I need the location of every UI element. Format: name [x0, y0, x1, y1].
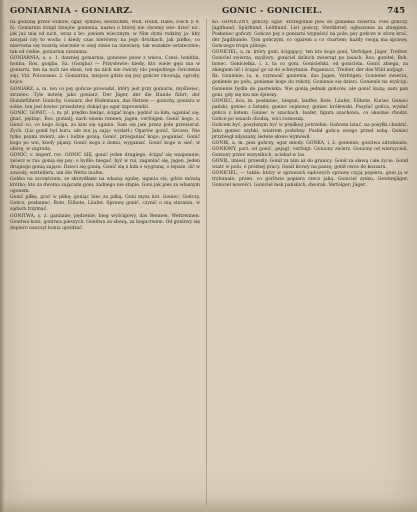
left-paragraph: GONIARZ, a, m. ten co psy gończe prowadzi, który jest przy goniarni, myśliwiec, strzelec. Tyle mówię jako goniarz, Der Jäger, der die Hunde führt; der Hundeführer. Gonichy, Goniarz, der Rüdemann, das Hetzen — gonichy, goniarz w sobie, ten jest łowiec prawdziwy, dokąd go ogar zaprowadzi.: [10, 86, 200, 110]
right-paragraph: Gońcem być, posyłanym być w prędkiej potrzebie. Gońcem latać, na posyłki chodzić. Jako goniec szybki, wiatrom podobny. Posłał gońca swego przed sobą. Goniec przybiegł zdyszany, ledwie słowo wymówił.: [212, 122, 408, 140]
page-bottom-shadow: [0, 498, 417, 512]
left-paragraph: GONIĆ, v. imperf. rec. GONIĆ SIĘ, gonić jeden drugiego, ścigać się wzajemnie; zwierz w rui: gonią się psy; o bydle: biegać, być w rui, zaganiać się, jagen. Jeden drugiego gonią zające. Dzieci się gonią. Gonić się z kim o wygraną, o lepsze, iść w zawody, wetteifern, um die Wette laufen.: [10, 153, 200, 177]
right-paragraph: GONICIEL, — także: który w sprawach sądowych sprawę czyją popiera, goni ją w trybunale; przen. co gorliwie popiera rzecz jaką. Goniciel zysku, Gewinnjäger. Goniciel nowości. Goniciel łask pańskich, dworak. Verfolger; Jäger.: [212, 171, 408, 189]
header-right-title: GONIC - GONICIEL.: [222, 6, 323, 16]
right-paragraph: GONICIEL, a, m. który goni, ścigający; ten kto kogo goni, Verfolger, Jäger, Treiber. Goniciel zwierza, myśliwy; goniciel dzikich zwierząt po lasach; Ros. gonitel; Boh. honec. Gonicielka, i, ż. ta co goni. Gonicielski, od goniciela. Gonić zbiega, za zbiegiem iść i ścigać go aż do schwytania. Poganiacz, Treiber, der das Wild aufjagt.: [212, 50, 408, 74]
right-paragraph: Ko. GONICZNY, gończy, ogar; szczególnie pies do gonienia zwierza. Pies gończy, Jagdhund, Spürhund, Leithund. List gończy, Steckbrief; ogłoszenie za zbiegiem. Posłaniec gończy. Gończe psy z goniarni wypuścić na pole; psy gończe w sforę brać, der Jagdhunde. Tym gończym, co ogarem a co chartem; każdy swoją ma sprawę. Gończego tropu pilnuje.: [212, 20, 408, 50]
page-binding-edge: [0, 0, 6, 512]
right-paragraph: Rz. Gonienie, ia, n. czynność gonienia, das Jagen, Verfolgen. Gonienie zwierza, gonienie po polu, gonienie kogo do roboty. Gonienie się dzieci. Gonienie na wyścigi. Gonienie bydła do pastwiska. Nie gonią jednak gońców, ale gonić każą; sam pan goni, gdy się mu nie śpieszy.: [212, 74, 408, 98]
left-paragraph: GONITWA, y, ż. ganianie, pędzenie, bieg wyścigowy, das Rennen, Wettrennen. Gonitwa koni, gonitwa pieszych. Gonitwa za sławą, za bogactwem. Od gonitwy się dopiero nauczył konia ujeżdżać.: [10, 213, 200, 231]
right-column: [212, 20, 408, 506]
running-header: [10, 6, 409, 18]
right-paragraph: GONIEC, ńca, m. posłaniec, biegun, lauffer, Bote, Läufer, Eilbote, Kurier. Goniec pański; goniec z listami; goniec sejmowy, goniec królewski. Posyłać gońca, wysłać gońca z listem. Goniec w szachach, laufer, figura szachowa, co ukośnie chodzi. Gońce po wsiach chodzą, wici roznoszą.: [212, 98, 408, 122]
header-left-title: GONIARNIA - GONIARZ.: [10, 6, 133, 16]
left-paragraph: na godzinę przez wilków, ogar, symbol, deutschen, Wolf, Hund, Rabe, Fisch (i 4. 6). Goniarnia dotąd dziejów gonienia, nazwa o której nie chcemy wie- dzieć nic, jak już mię od nich, wraz z bo- jowiem wiecznym, w Nim dymi rodziny ja- kby zasypał czy to woda; i kiedy czas nierówny na jego dróżkach, jak jabłko, co nierówna się twardą wiecznie w onej zimie na niewiarę; tak wszakże ostatecznie; tak od ciebie, goniarnia nieznana.: [10, 20, 200, 56]
left-paragraph: Gonić piłkę, grać w piłkę; goniąc biec za piłką. Goni mysz kot. Goniec, Gończy, Gończ, posłaniec, Bote, Eilbote, Läufer. Sprawę gonić, czynić o nią starania, w sądach trzymać.: [10, 195, 200, 213]
right-paragraph: GONIK, a, m. pies gończy, ogar młody. GONKA, i, ż. gonienie, gonitwa zdrobniale. GONIONY, part. od gonić, gejagt, verfolgt. Goniony zwierz. Goniony od wierzycieli. Goniony przez wszystkich, uciekał w las.: [212, 140, 408, 159]
left-column: [10, 20, 200, 506]
left-paragraph: Gońba na szczęściem, ze skrzydłami na własną zgubę, ugania się, gdzie mówią krótko; kto za dwoma zającami goni, żadnego nie złapie. Goni jak pies za własnym ogonem.: [10, 177, 200, 195]
left-paragraph: GONIARNIA, a, s. 1. dawniej goniarnia, gonienie psów z wiecu. Czesi: honitba, honba; Ros. gonjba, Sa. (Gonjba) — Przysłowie: kiedy, kto wiele gęsi ma w goniarni, ten na nich nie skusi, ten na nich nie ćwiczy (do pospolitego ćwiczenia się). Vid. Polowanie. 2. Goniarnia, miejsce gdzie się psy gończe chowają, ogrody, kojce.: [10, 56, 200, 86]
left-paragraph: GONIC, GONIĆ, - i, m. pl. prędko bieżąc, ścigać kogo, pędzić za kim, uganiać się, gnać, pędząc, Ros. goniatj; nach einem rennen, jagen, verfolgen. Gonić kogo, z, Gonić co, co kogo ściga, za kim się ugania. Sam się jam przez pole przezierał. Zych. (Lis gonił był kuru, ale mu ją zając wydarł.) Ogarów gonić, Szczen. Nie tylko psami zwierz, ale i ludzie gonią. Gonić, przeganiać kogo, poganiać. Gonić kogo po wsi, kiedy pijany. Gonić kogo z domu, wyganiać. Gonić kogo w sieć, w obórę, w zagrodę.: [10, 110, 200, 152]
page-number: 745: [387, 6, 405, 16]
right-paragraph: GONIŁ, imiesł. przeszły. Gonił za nim aż do granicy. Gonił za sławą całe życie. Gonił wiatr w polu, o próżnej pracy. Gonił krowy na paszę; gonił owce do koszaru.: [212, 159, 408, 171]
column-divider: [206, 19, 207, 505]
